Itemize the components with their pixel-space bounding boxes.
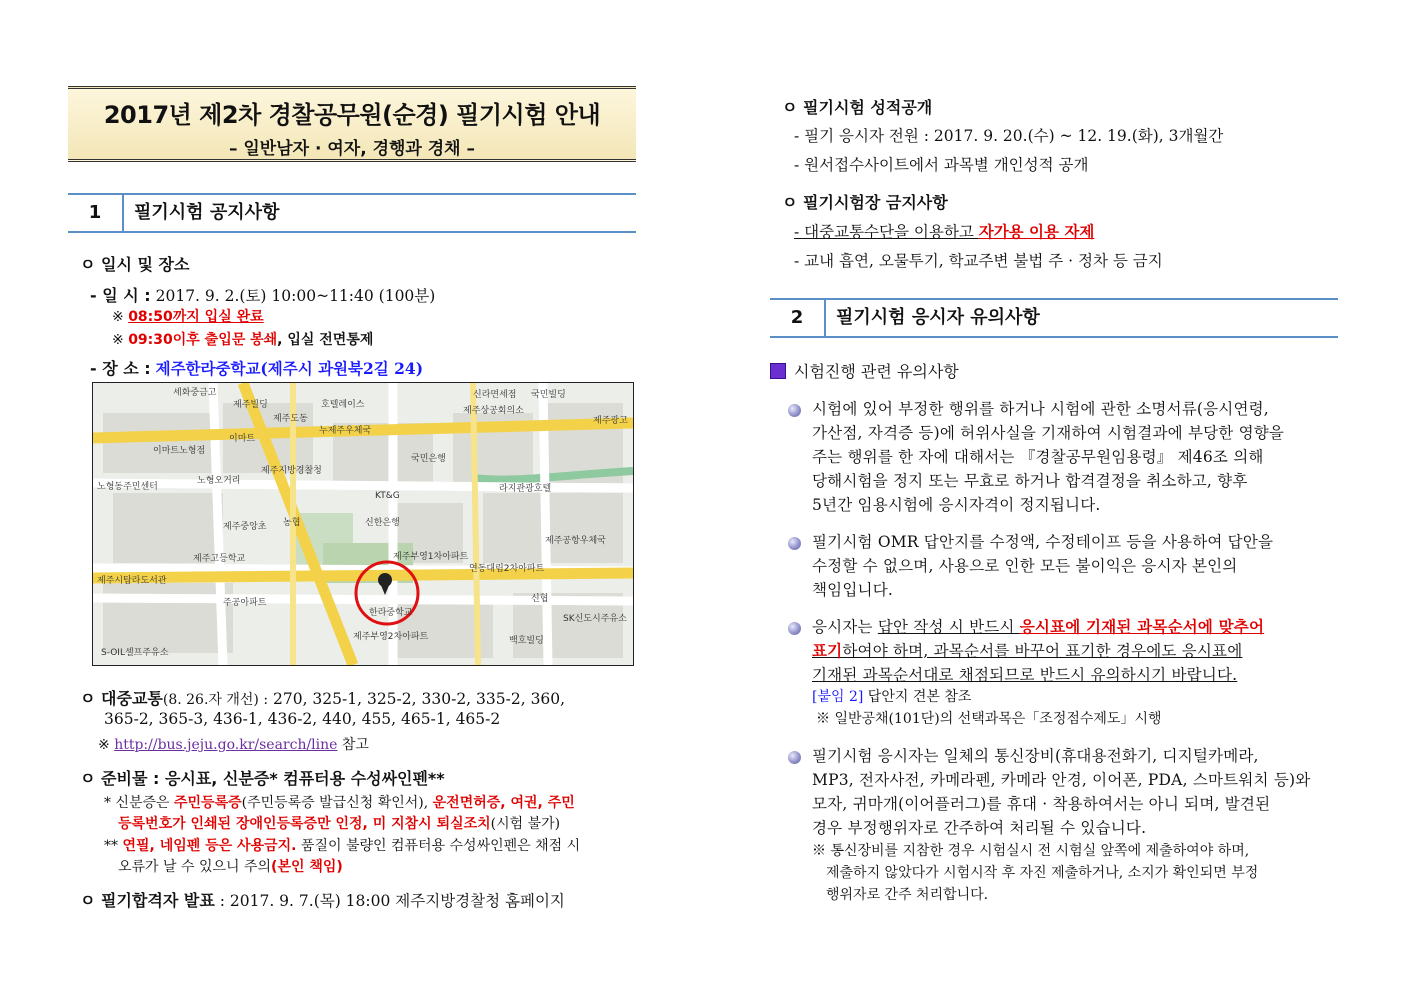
- schedule-date: - 일 시 : 2017. 9. 2.(토) 10:00~11:40 (100분): [90, 286, 436, 305]
- map-label: 신라면세점: [473, 390, 517, 400]
- section-2-title: 필기시험 응시자 유의사항: [836, 307, 1040, 328]
- map-label: 호텔레이스: [321, 400, 365, 410]
- page-title: 2017년 제2차 경찰공무원(순경) 필기시험 안내: [103, 101, 601, 129]
- announce-line: ㅇ 필기합격자 발표 : 2017. 9. 7.(목) 18:00 제주지방경찰청 홈페이지: [80, 891, 565, 910]
- round-bullet-icon: [788, 404, 801, 417]
- notice-paragraph-4: 필기시험 응시자는 일체의 통신장비(휴대용전화기, 디지털카메라, MP3, 전자사전, 카메라펜, 카메라 안경, 이어폰, PDA, 스마트워치 등)와 모자, 귀마개(이어플러그)를 휴대 · 착용하여서는 아니 되며, 발견된 경우 부정행위자로 간주하여 처리될 수 있습니다.: [812, 747, 1311, 837]
- schedule-heading: ㅇ 일시 및 장소: [80, 255, 190, 274]
- map-label: 제주도동: [273, 414, 308, 424]
- square-bullet-icon: [770, 363, 786, 379]
- map-label-target: 한라중학교: [369, 608, 413, 618]
- ban-line-1: - 대중교통수단을 이용하고 자가용 이용 자제: [794, 223, 1095, 241]
- map-label: 제주부영1차아파트: [393, 552, 469, 562]
- map-label: 누제주우체국: [319, 426, 372, 436]
- map-label: 제주상공회의소: [463, 406, 524, 416]
- bus-link[interactable]: http://bus.jeju.go.kr/search/line: [114, 737, 338, 753]
- prep-heading: ㅇ 준비물 : 응시표, 신분증* 컴퓨터용 수성싸인펜**: [80, 769, 445, 788]
- map-label: 제주빌딩: [233, 400, 268, 410]
- section-1-title: 필기시험 공지사항: [134, 202, 280, 223]
- prep-note-1-cont: 등록번호가 인쇄된 장애인등록증만 인정, 미 지참시 퇴실조치(시험 불가): [118, 816, 561, 832]
- score-heading: ㅇ 필기시험 성적공개: [782, 98, 933, 117]
- section-1-header: [68, 193, 636, 233]
- map-label: 제주중앙초: [223, 522, 267, 532]
- map-label: 신한은행: [365, 518, 400, 528]
- notice-heading: 시험진행 관련 유의사항: [794, 362, 959, 381]
- map-label: 제주시탑라도서관: [97, 576, 167, 586]
- notice-paragraph-2: 필기시험 OMR 답안지를 수정액, 수정테이프 등을 사용하여 답안을 수정할 수 없으며, 사용으로 인한 모든 불이익은 응시자 본인의 책임입니다.: [812, 533, 1274, 599]
- map-label: 연동대림2차아파트: [469, 564, 545, 574]
- map-label: 세화중금고: [173, 388, 217, 398]
- prep-note-2-cont: 오류가 날 수 있으니 주의(본인 책임): [118, 859, 343, 875]
- prep-note-1: * 신분증은 주민등록증(주민등록증 발급신청 확인서), 운전면허증, 여권, 주민: [104, 795, 575, 811]
- map-label: 노형오거리: [197, 476, 241, 486]
- transport-line-1: ㅇ 대중교통(8. 26.자 개선) : 270, 325-1, 325-2, 330-2, 335-2, 360,: [80, 689, 566, 708]
- ban-line-2: - 교내 흡연, 오물투기, 학교주변 불법 주 · 정차 등 금지: [794, 252, 1163, 270]
- map-label: 제주광고: [593, 416, 628, 426]
- prep-note-2: ** 연필, 네임펜 등은 사용금지. 품질이 불량인 컴퓨터용 수성싸인펜은 채점 시: [104, 838, 581, 854]
- round-bullet-icon: [788, 751, 801, 764]
- map-label: 주공아파트: [223, 598, 267, 608]
- score-line-2: - 원서접수사이트에서 과목별 개인성적 공개: [794, 156, 1089, 174]
- map-label: 제주부영2차아파트: [353, 632, 429, 642]
- schedule-place: - 장 소 : 제주한라중학교(제주시 과원북2길 24): [90, 359, 424, 378]
- map-label: 백호빌딩: [509, 636, 544, 646]
- map-label: 신협: [531, 594, 549, 604]
- map-label: 제주공항우체국: [545, 536, 606, 546]
- section-2-number: 2: [770, 300, 826, 336]
- map-label: 라지관광호텔: [499, 484, 552, 494]
- section-2-header: [770, 298, 1338, 338]
- round-bullet-icon: [788, 537, 801, 550]
- round-bullet-icon: [788, 622, 801, 635]
- ban-heading: ㅇ 필기시험장 금지사항: [782, 193, 948, 212]
- notice-paragraph-3-ref: [붙임 2] 답안지 견본 참조: [812, 689, 972, 705]
- map-label: S-OIL셀프주유소: [101, 648, 169, 658]
- map-label: KT&G: [375, 491, 400, 501]
- score-line-1: - 필기 응시자 전원 : 2017. 9. 20.(수) ~ 12. 19.(화), 3개월간: [794, 127, 1224, 145]
- schedule-note-1: ※ 08:50까지 입실 완료: [112, 309, 264, 325]
- map-label: 국민은행: [411, 454, 446, 464]
- map-label: 제주고등학교: [193, 554, 246, 564]
- title-box: [68, 86, 636, 162]
- section-1-number: 1: [68, 195, 124, 231]
- map-label: 노형동주민센터: [97, 482, 158, 492]
- notice-paragraph-3-note: ※ 일반공채(101단)의 선택과목은「조정점수제도」시행: [816, 711, 1162, 727]
- schedule-note-2: ※ 09:30이후 출입문 봉쇄, 입실 전면통제: [112, 332, 374, 348]
- map-label: 이마트노형점: [153, 446, 206, 456]
- page-subtitle: – 일반남자 · 여자, 경행과 경채 –: [228, 139, 476, 159]
- map-label: 이마트: [229, 434, 256, 444]
- transport-note: ※ http://bus.jeju.go.kr/search/line 참고: [98, 737, 369, 753]
- transport-line-2: 365-2, 365-3, 436-1, 436-2, 440, 455, 465-1, 465-2: [104, 710, 501, 728]
- map-label: 제주지방경찰청: [261, 466, 322, 476]
- notice-paragraph-3: 응시자는 답안 작성 시 반드시 응시표에 기재된 과목순서에 맞추어 표기하여야 하며, 과목순서를 바꾸어 표기한 경우에도 응시표에 기재된 과목순서대로 채점되므로 반드시 유의하시기 바랍니다.: [812, 618, 1265, 684]
- map-label: 농협: [283, 518, 301, 528]
- map-label: SK신도시주유소: [563, 614, 627, 624]
- location-map[interactable]: [92, 382, 634, 666]
- notice-paragraph-4-note: ※ 통신장비를 지참한 경우 시험실시 전 시험실 앞쪽에 제출하여야 하며, 제출하지 않았다가 시험시작 후 자진 제출하거나, 소지가 확인되면 부정 행위자로 간주 처리합니다.: [812, 843, 1259, 903]
- notice-paragraph-1: 시험에 있어 부정한 행위를 하거나 시험에 관한 소명서류(응시연령, 가산점, 자격증 등)에 허위사실을 기재하여 시험결과에 부당한 영향을 주는 행위를 한 자에 대해서는 『경찰공무원임용령』 제46조 의해 당해시험을 정지 또는 무효로 하거나 합격결정을 취소하고, 향후 5년간 임용시험에 응시자격이 정지됩니다.: [812, 400, 1285, 514]
- map-label: 국민빌딩: [531, 390, 566, 400]
